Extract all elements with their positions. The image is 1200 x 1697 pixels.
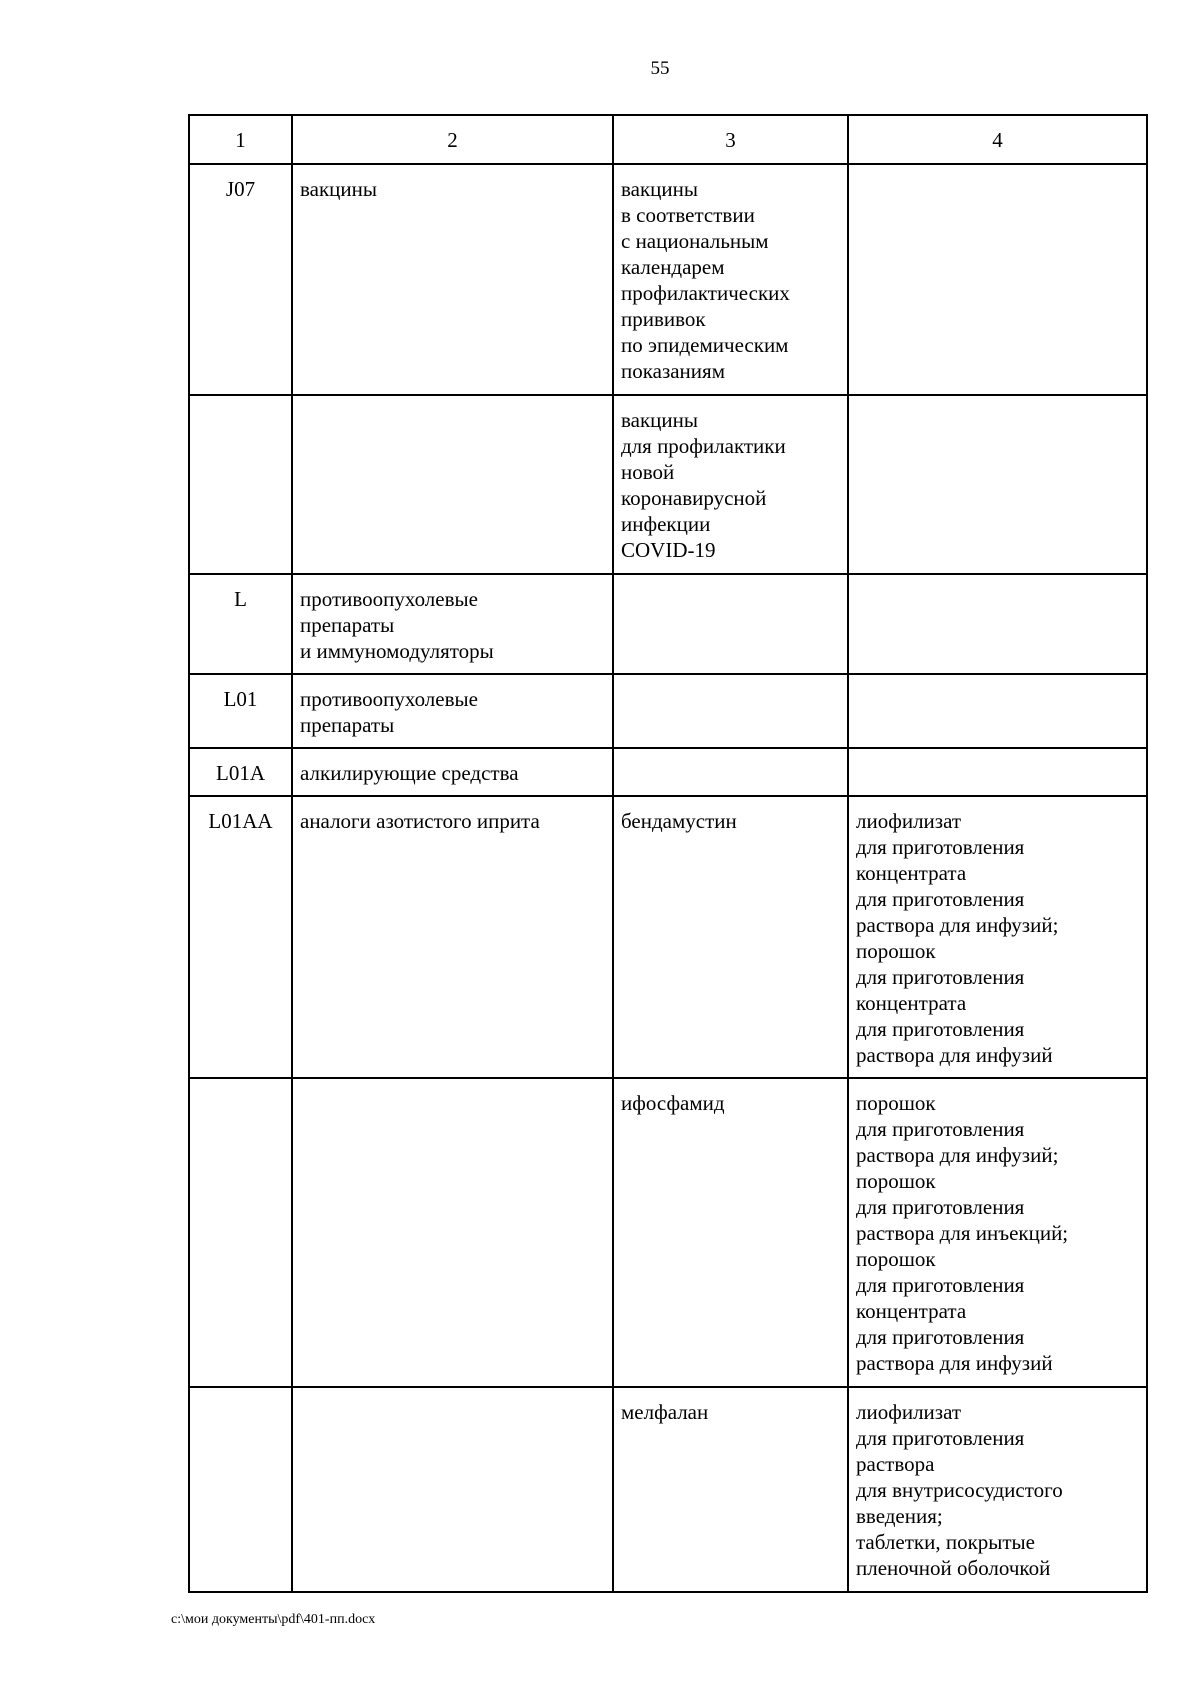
atc-code-cell xyxy=(189,1078,292,1387)
group-cell xyxy=(292,1387,613,1592)
table-row xyxy=(189,395,1147,574)
column-header: 3 xyxy=(613,115,848,164)
drug-cell: мелфалан xyxy=(613,1387,848,1592)
table-header-row xyxy=(189,115,1147,164)
table-row xyxy=(189,1078,1147,1387)
page-number: 55 xyxy=(650,58,670,79)
atc-code-cell: L01A xyxy=(189,748,292,796)
drug-cell xyxy=(613,574,848,674)
atc-code-cell: L01AA xyxy=(189,796,292,1078)
group-cell: аналоги азотистого иприта xyxy=(292,796,613,1078)
column-header: 2 xyxy=(292,115,613,164)
table-row xyxy=(189,748,1147,796)
drug-table xyxy=(188,114,1148,1593)
drug-cell: вакцины в соответствии с национальным календарем профилактических прививок по эпидемическим показаниям xyxy=(613,164,848,395)
atc-code-cell: L xyxy=(189,574,292,674)
atc-code-cell: L01 xyxy=(189,674,292,748)
document-path-footer: c:\мои документы\pdf\401-пп.docx xyxy=(171,1612,376,1627)
table-row xyxy=(189,796,1147,1078)
form-cell: лиофилизат для приготовления раствора для внутрисосудистого введения; таблетки, покрытые пленочной оболочкой xyxy=(848,1387,1147,1592)
column-header: 1 xyxy=(189,115,292,164)
form-cell xyxy=(848,748,1147,796)
drug-cell: ифосфамид xyxy=(613,1078,848,1387)
form-cell xyxy=(848,395,1147,574)
form-cell xyxy=(848,574,1147,674)
group-cell xyxy=(292,395,613,574)
form-cell: порошок для приготовления раствора для инфузий; порошок для приготовления раствора для инъекций; порошок для приготовления концентрата для приготовления раствора для инфузий xyxy=(848,1078,1147,1387)
table-row xyxy=(189,164,1147,395)
atc-code-cell xyxy=(189,1387,292,1592)
column-header: 4 xyxy=(848,115,1147,164)
table-row xyxy=(189,674,1147,748)
drug-cell xyxy=(613,748,848,796)
group-cell: противоопухолевые препараты и иммуномодуляторы xyxy=(292,574,613,674)
drug-cell: вакцины для профилактики новой коронавирусной инфекции COVID-19 xyxy=(613,395,848,574)
group-cell: вакцины xyxy=(292,164,613,395)
group-cell xyxy=(292,1078,613,1387)
form-cell: лиофилизат для приготовления концентрата для приготовления раствора для инфузий; порошок для приготовления концентрата для приготовления раствора для инфузий xyxy=(848,796,1147,1078)
drug-cell: бендамустин xyxy=(613,796,848,1078)
atc-code-cell xyxy=(189,395,292,574)
table-row xyxy=(189,574,1147,674)
drug-cell xyxy=(613,674,848,748)
group-cell: противоопухолевые препараты xyxy=(292,674,613,748)
table-row xyxy=(189,1387,1147,1592)
group-cell: алкилирующие средства xyxy=(292,748,613,796)
form-cell xyxy=(848,164,1147,395)
form-cell xyxy=(848,674,1147,748)
atc-code-cell: J07 xyxy=(189,164,292,395)
